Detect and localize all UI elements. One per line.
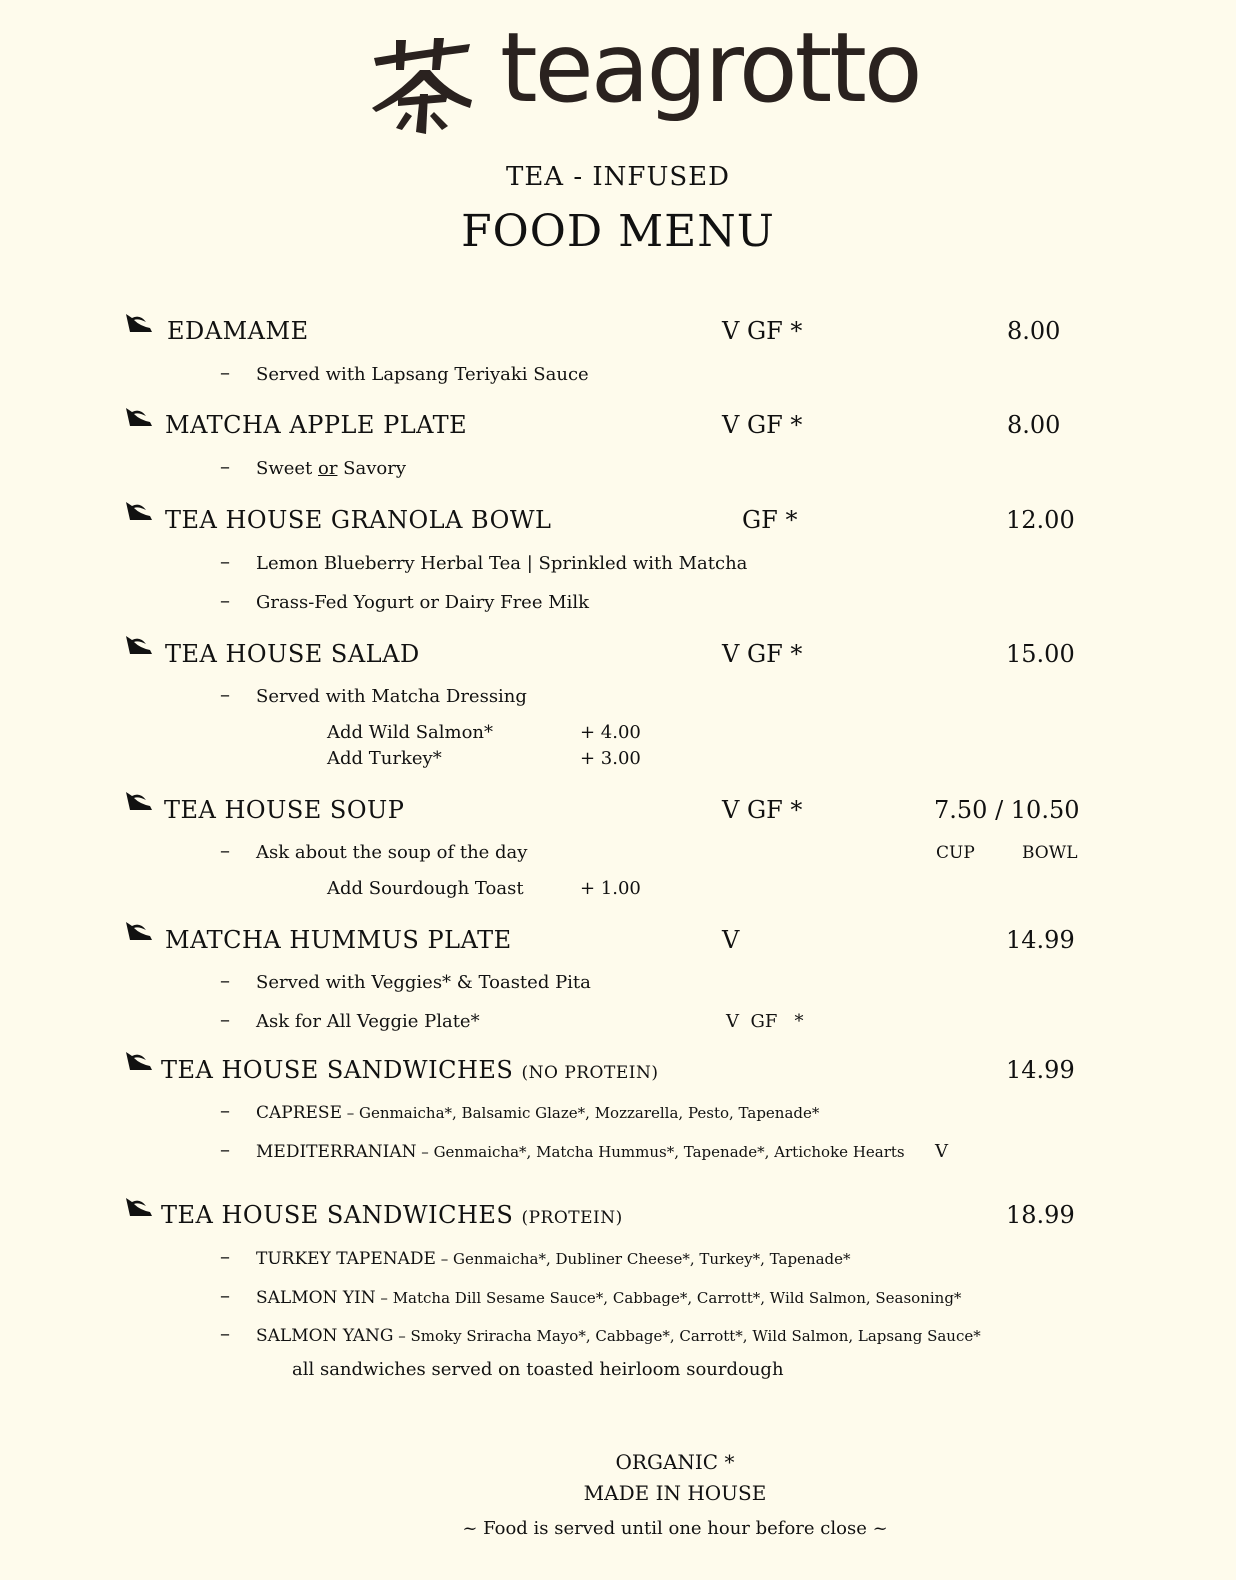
- bullet-dash: –: [220, 549, 230, 573]
- bullet-dash: –: [220, 1244, 230, 1268]
- diet-tags: GF *: [742, 506, 798, 534]
- item-price: 14.99: [1006, 1056, 1075, 1084]
- tea-leaf-icon: [124, 920, 154, 944]
- size-label-cup: CUP: [936, 843, 975, 863]
- item-detail: Ask for All Veggie Plate*: [256, 1011, 480, 1032]
- footer-organic: ORGANIC *: [615, 1450, 735, 1474]
- item-detail: Ask about the soup of the day: [256, 842, 528, 863]
- tea-leaf-icon: [124, 312, 154, 336]
- diet-tags: V GF *: [722, 640, 803, 668]
- bullet-dash: –: [220, 968, 230, 992]
- item-detail: Served with Veggies* & Toasted Pita: [256, 972, 591, 993]
- brand-wordmark: teagrotto: [500, 12, 920, 124]
- footer-service-note: ~ Food is served until one hour before close ~: [462, 1518, 888, 1539]
- detail-diet-tags: V GF *: [726, 1011, 804, 1032]
- item-name-note: (PROTEIN): [521, 1208, 623, 1228]
- addon-label: Add Turkey*: [327, 748, 442, 769]
- item-name: TEA HOUSE SANDWICHES (NO PROTEIN): [161, 1056, 659, 1084]
- item-price: 8.00: [1007, 317, 1061, 345]
- tea-leaf-icon: [124, 790, 154, 814]
- item-name: TEA HOUSE SANDWICHES (PROTEIN): [161, 1201, 623, 1229]
- footer-made-in-house: MADE IN HOUSE: [583, 1481, 767, 1505]
- bullet-dash: –: [220, 682, 230, 706]
- item-detail: Lemon Blueberry Herbal Tea | Sprinkled with Matcha: [256, 553, 748, 574]
- bullet-dash: –: [220, 1283, 230, 1307]
- sandwich-detail: CAPRESE – Genmaicha*, Balsamic Glaze*, Mozzarella, Pesto, Tapenade*: [256, 1103, 820, 1123]
- menu-subtitle: TEA - INFUSED: [505, 162, 731, 192]
- tea-leaf-icon: [124, 634, 154, 658]
- item-name: TEA HOUSE SALAD: [165, 640, 420, 668]
- item-detail: Sweet or Savory: [256, 458, 407, 479]
- item-name: TEA HOUSE SOUP: [164, 796, 405, 824]
- item-price: 15.00: [1006, 640, 1075, 668]
- sandwich-detail: SALMON YIN – Matcha Dill Sesame Sauce*, Cabbage*, Carrott*, Wild Salmon, Seasoning*: [256, 1288, 962, 1308]
- bullet-dash: –: [220, 1137, 230, 1161]
- diet-tags: V GF *: [722, 411, 803, 439]
- addon-price: + 3.00: [580, 748, 641, 769]
- tea-leaf-icon: [124, 500, 154, 524]
- bullet-dash: –: [220, 1007, 230, 1031]
- item-price: 14.99: [1006, 926, 1075, 954]
- tea-character-logo-icon: [370, 36, 474, 136]
- sandwich-footnote: all sandwiches served on toasted heirloom sourdough: [292, 1359, 784, 1380]
- item-price: 8.00: [1007, 411, 1061, 439]
- sandwich-detail: TURKEY TAPENADE – Genmaicha*, Dubliner Cheese*, Turkey*, Tapenade*: [256, 1249, 851, 1269]
- item-name: TEA HOUSE GRANOLA BOWL: [165, 506, 552, 534]
- sandwich-detail: SALMON YANG – Smoky Sriracha Mayo*, Cabbage*, Carrott*, Wild Salmon, Lapsang Sauce*: [256, 1326, 981, 1346]
- addon-label: Add Sourdough Toast: [327, 878, 524, 899]
- diet-tags: V GF *: [722, 796, 803, 824]
- bullet-dash: –: [220, 838, 230, 862]
- item-name: EDAMAME: [167, 317, 309, 345]
- tea-leaf-icon: [124, 1196, 154, 1220]
- item-price: 18.99: [1006, 1201, 1075, 1229]
- item-detail: Served with Matcha Dressing: [256, 686, 527, 707]
- addon-price: + 4.00: [580, 722, 641, 743]
- tea-leaf-icon: [124, 1050, 154, 1074]
- item-price: 7.50 / 10.50: [934, 796, 1080, 824]
- tea-leaf-icon: [124, 406, 154, 430]
- bullet-dash: –: [220, 1098, 230, 1122]
- bullet-dash: –: [220, 454, 230, 478]
- menu-title: FOOD MENU: [461, 206, 775, 257]
- addon-label: Add Wild Salmon*: [327, 722, 494, 743]
- addon-price: + 1.00: [580, 878, 641, 899]
- item-name-note: (NO PROTEIN): [521, 1063, 659, 1083]
- item-name: MATCHA HUMMUS PLATE: [165, 926, 512, 954]
- item-detail: Served with Lapsang Teriyaki Sauce: [256, 364, 589, 385]
- bullet-dash: –: [220, 1321, 230, 1345]
- diet-tags: V GF *: [722, 317, 803, 345]
- bullet-dash: –: [220, 588, 230, 612]
- item-price: 12.00: [1006, 506, 1075, 534]
- item-name: MATCHA APPLE PLATE: [165, 411, 468, 439]
- detail-diet-tag: V: [935, 1141, 948, 1162]
- diet-tags: V: [722, 926, 740, 954]
- sandwich-detail: MEDITERRANIAN – Genmaicha*, Matcha Hummus*, Tapenade*, Artichoke Hearts: [256, 1142, 905, 1162]
- size-label-bowl: BOWL: [1022, 843, 1078, 863]
- bullet-dash: –: [220, 360, 230, 384]
- item-detail: Grass-Fed Yogurt or Dairy Free Milk: [256, 592, 590, 613]
